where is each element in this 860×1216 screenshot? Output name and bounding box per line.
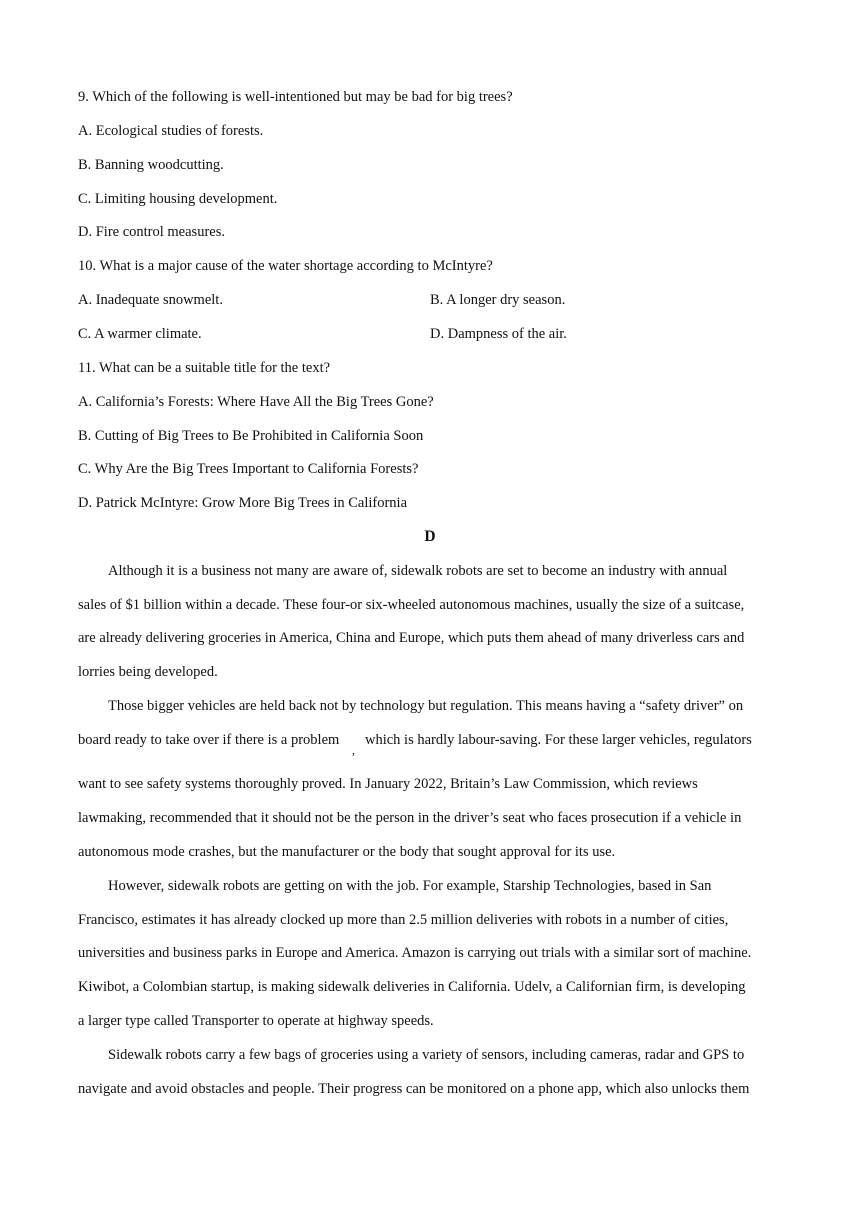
- question-10-stem: 10. What is a major cause of the water shortage according to McIntyre?: [78, 258, 493, 274]
- question-11-option-b: B. Cutting of Big Trees to Be Prohibited in California Soon: [78, 428, 424, 444]
- paragraph-2-line-1: Those bigger vehicles are held back not by technology but regulation. This means having a “safety driver” on: [108, 698, 744, 714]
- question-10-option-a: A. Inadequate snowmelt.: [78, 292, 223, 308]
- paragraph-3-line-2: Francisco, estimates it has already clocked up more than 2.5 million deliveries with robots in a number of cities,: [78, 912, 729, 928]
- question-9-stem: 9. Which of the following is well-intentioned but may be bad for big trees?: [78, 89, 513, 105]
- question-9-option-c: C. Limiting housing development.: [78, 191, 278, 207]
- paragraph-4-line-1: Sidewalk robots carry a few bags of groceries using a variety of sensors, including cameras, radar and GPS to: [108, 1047, 745, 1063]
- paragraph-2-line-4: lawmaking, recommended that it should not be the person in the driver’s seat who faces prosecution if a vehicle in: [78, 810, 742, 826]
- question-11-option-d: D. Patrick McIntyre: Grow More Big Trees in California: [78, 495, 408, 511]
- paragraph-3-line-4: Kiwibot, a Colombian startup, is making sidewalk deliveries in California. Udelv, a Californian firm, is developing: [78, 979, 746, 995]
- question-11-stem: 11. What can be a suitable title for the text?: [78, 360, 331, 376]
- section-heading: D: [424, 528, 436, 545]
- paragraph-1-line-2: sales of $1 billion within a decade. These four-or six-wheeled autonomous machines, usually the size of a suitcase,: [78, 597, 745, 613]
- paragraph-1-line-4: lorries being developed.: [78, 664, 218, 680]
- question-9-option-d: D. Fire control measures.: [78, 224, 225, 240]
- paragraph-3-line-1: However, sidewalk robots are getting on with the job. For example, Starship Technologies, based in San: [108, 878, 712, 894]
- question-10-option-d: D. Dampness of the air.: [430, 326, 567, 342]
- paragraph-4-line-2: navigate and avoid obstacles and people. Their progress can be monitored on a phone app, which also unlocks them: [78, 1081, 750, 1097]
- paragraph-3-line-5: a larger type called Transporter to operate at highway speeds.: [78, 1013, 434, 1029]
- question-10-option-c: C. A warmer climate.: [78, 326, 202, 342]
- paragraph-2-line-5: autonomous mode crashes, but the manufacturer or the body that sought approval for its use.: [78, 844, 616, 860]
- paragraph-1-line-3: are already delivering groceries in America, China and Europe, which puts them ahead of many driverless cars and: [78, 630, 745, 646]
- paragraph-2-comma: ,: [352, 743, 355, 757]
- question-9-option-a: A. Ecological studies of forests.: [78, 123, 264, 139]
- paragraph-2-line-3: want to see safety systems thoroughly proved. In January 2022, Britain’s Law Commission, which reviews: [78, 776, 698, 792]
- paragraph-3-line-3: universities and business parks in Europe and America. Amazon is carrying out trials with a similar sort of machine.: [78, 945, 752, 961]
- question-10-option-b: B. A longer dry season.: [430, 292, 566, 308]
- paragraph-1-line-1: Although it is a business not many are aware of, sidewalk robots are set to become an industry with annual: [108, 563, 728, 579]
- paragraph-2-line-2b: which is hardly labour-saving. For these larger vehicles, regulators: [365, 732, 752, 748]
- question-11-option-a: A. California’s Forests: Where Have All the Big Trees Gone?: [78, 394, 434, 410]
- question-11-option-c: C. Why Are the Big Trees Important to California Forests?: [78, 461, 419, 477]
- paragraph-2-line-2a: board ready to take over if there is a problem: [78, 732, 340, 748]
- question-9-option-b: B. Banning woodcutting.: [78, 157, 224, 173]
